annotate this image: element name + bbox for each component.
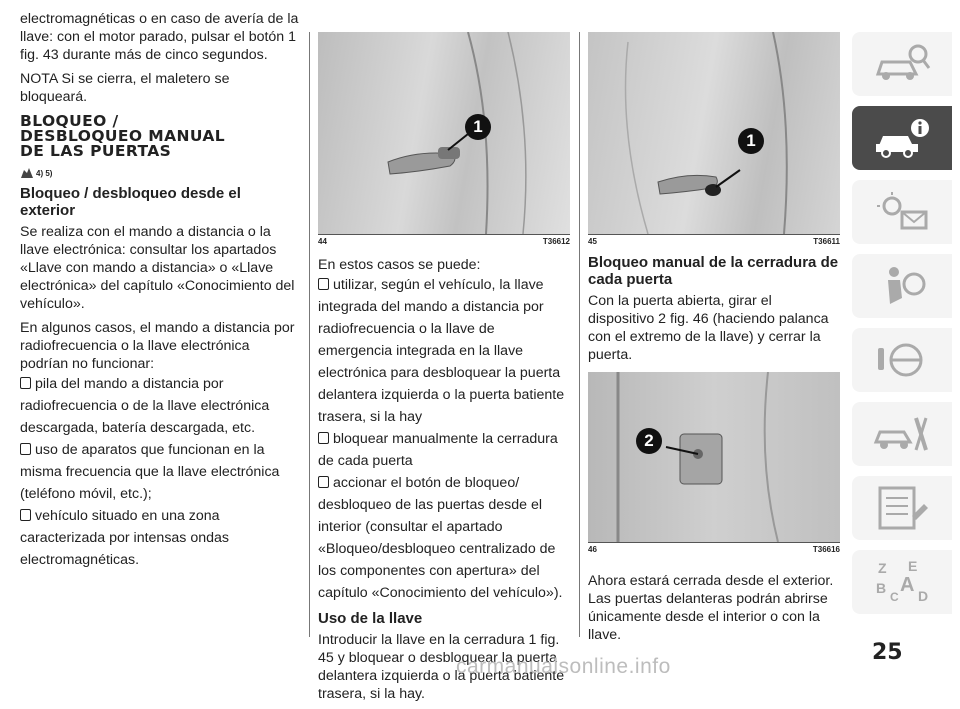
svg-text:B: B <box>876 580 887 596</box>
door-lock-device-illustration <box>588 372 840 542</box>
note-paragraph: NOTA Si se cierra, el maletero se bloqueará. <box>20 71 230 105</box>
car-search-icon <box>872 42 932 86</box>
checkbox-bullet-icon <box>20 509 31 521</box>
subheading: Uso de la llave <box>318 610 423 627</box>
callout-badge: 1 <box>738 128 764 154</box>
door-handle-key-illustration <box>588 32 840 234</box>
warning-reference <box>20 167 300 179</box>
checkbox-bullet-icon <box>318 476 329 488</box>
callout-badge: 1 <box>465 114 491 140</box>
figure-45 <box>588 32 840 234</box>
list-item <box>318 472 570 604</box>
paragraph: Con la puerta abierta, girar el dispositivo 2 fig. 46 (haciendo palanca con el extremo de la llave) y cerrar la puerta. <box>588 293 829 363</box>
checkbox-bullet-icon <box>20 443 31 455</box>
door-handle-illustration <box>318 32 570 234</box>
svg-text:A: A <box>900 574 915 596</box>
figure-code: T36611 <box>813 237 840 246</box>
tab-airbag[interactable] <box>852 254 952 318</box>
subheading: Bloqueo manual de la cerradura de cada puerta <box>588 254 839 288</box>
figure-number: 45 <box>588 237 597 246</box>
warning-hand-icon <box>20 167 34 179</box>
bullet-list <box>20 373 300 571</box>
svg-text:D: D <box>918 588 929 604</box>
heading-line: DESBLOQUEO MANUAL <box>20 127 226 145</box>
column-divider <box>309 32 310 637</box>
alphabet-index-icon <box>872 557 932 607</box>
list-item-text: bloquear manualmente la cerradura de cada puerta <box>318 431 558 469</box>
figure-number: 46 <box>588 545 597 554</box>
tab-warning-lights[interactable] <box>852 180 952 244</box>
figure-code: T36616 <box>812 545 840 554</box>
subheading: Bloqueo / desbloqueo desde el exterior <box>20 185 241 219</box>
list-item <box>318 274 570 428</box>
list-item-text: utilizar, según el vehículo, la llave integrada del mando a distancia por radiofrecuencia o la llave de emergencia integrada en la llave electrónica para desbloquear la puerta delantera izquierda o la puerta batiente trasera, si la hay <box>318 277 565 425</box>
figure-46 <box>588 372 840 542</box>
car-info-icon <box>872 116 932 160</box>
checkbox-bullet-icon <box>20 377 31 389</box>
paragraph: Ahora estará cerrada desde el exterior. Las puertas delanteras podrán abrirse únicamente desde el interior o con la llave. <box>588 573 834 643</box>
tab-car-tools[interactable] <box>852 402 952 466</box>
tab-car-info[interactable] <box>852 106 952 170</box>
list-item <box>318 428 570 472</box>
steering-key-icon <box>872 338 932 382</box>
tab-specs-list[interactable] <box>852 476 952 540</box>
figure-caption <box>588 542 840 554</box>
svg-text:Z: Z <box>878 560 887 576</box>
list-item-text: uso de aparatos que funcionan en la misma frecuencia que la llave electrónica (teléfono móvil, etc.); <box>20 442 280 502</box>
heading-line: BLOQUEO / <box>20 112 119 130</box>
column-divider <box>579 32 580 637</box>
bullet-list <box>318 274 570 604</box>
list-item <box>20 373 300 439</box>
tab-alphabet-index[interactable] <box>852 550 952 614</box>
heading-line: DE LAS PUERTAS <box>20 142 172 160</box>
tab-steering-key[interactable] <box>852 328 952 392</box>
list-item-text: pila del mando a distancia por radiofrecuencia o de la llave electrónica descargada, batería descargada, etc. <box>20 376 270 436</box>
paragraph: electromagnéticas o en caso de avería de la llave: con el motor parado, pulsar el botón 1 fig. 43 durante más de cinco segundos. <box>20 11 299 63</box>
specs-list-icon <box>872 486 932 530</box>
figure-code: T36612 <box>542 237 570 246</box>
list-item-text: accionar el botón de bloqueo/ desbloqueo de las puertas desde el interior (consultar el apartado «Bloqueo/desbloqueo centralizado de los componentes con apertura» del capítulo «Conocimiento del vehículo»). <box>318 475 563 601</box>
airbag-icon <box>872 264 932 308</box>
column-1 <box>20 10 300 571</box>
paragraph: Introducir la llave en la cerradura 1 fig. 45 y bloquear o desbloquear la puerta delantera izquierda o la puerta batiente trasera, si la hay. <box>318 632 565 702</box>
paragraph: En estos casos se puede: <box>318 257 481 273</box>
figure-44 <box>318 32 570 234</box>
list-item <box>20 505 300 571</box>
paragraph: En algunos casos, el mando a distancia por radiofrecuencia o la llave electrónica podrían no funcionar: <box>20 320 295 372</box>
figure-caption <box>318 234 570 246</box>
figure-caption <box>588 234 840 246</box>
callout-badge: 2 <box>636 428 662 454</box>
column-3 <box>588 0 840 650</box>
list-item-text: vehículo situado en una zona caracterizada por intensas ondas electromagnéticas. <box>20 508 229 568</box>
car-tools-icon <box>872 412 932 456</box>
warning-ref-text: 4) 5) <box>36 168 53 178</box>
svg-text:E: E <box>908 558 918 574</box>
tab-car-search[interactable] <box>852 32 952 96</box>
watermark: carmanualsonline.info <box>456 655 671 678</box>
checkbox-bullet-icon <box>318 278 329 290</box>
page-number: 25 <box>872 640 903 665</box>
chapter-tabs <box>852 32 952 624</box>
figure-number: 44 <box>318 237 327 246</box>
section-heading <box>20 114 300 159</box>
svg-text:C: C <box>890 590 899 604</box>
list-item <box>20 439 300 505</box>
warning-lights-icon <box>872 190 932 234</box>
column-2 <box>318 0 570 709</box>
checkbox-bullet-icon <box>318 432 329 444</box>
paragraph: Se realiza con el mando a distancia o la llave electrónica: consultar los apartados «Llave con mando a distancia» o «Llave electrónica» del capítulo «Conocimiento del vehículo». <box>20 224 295 312</box>
